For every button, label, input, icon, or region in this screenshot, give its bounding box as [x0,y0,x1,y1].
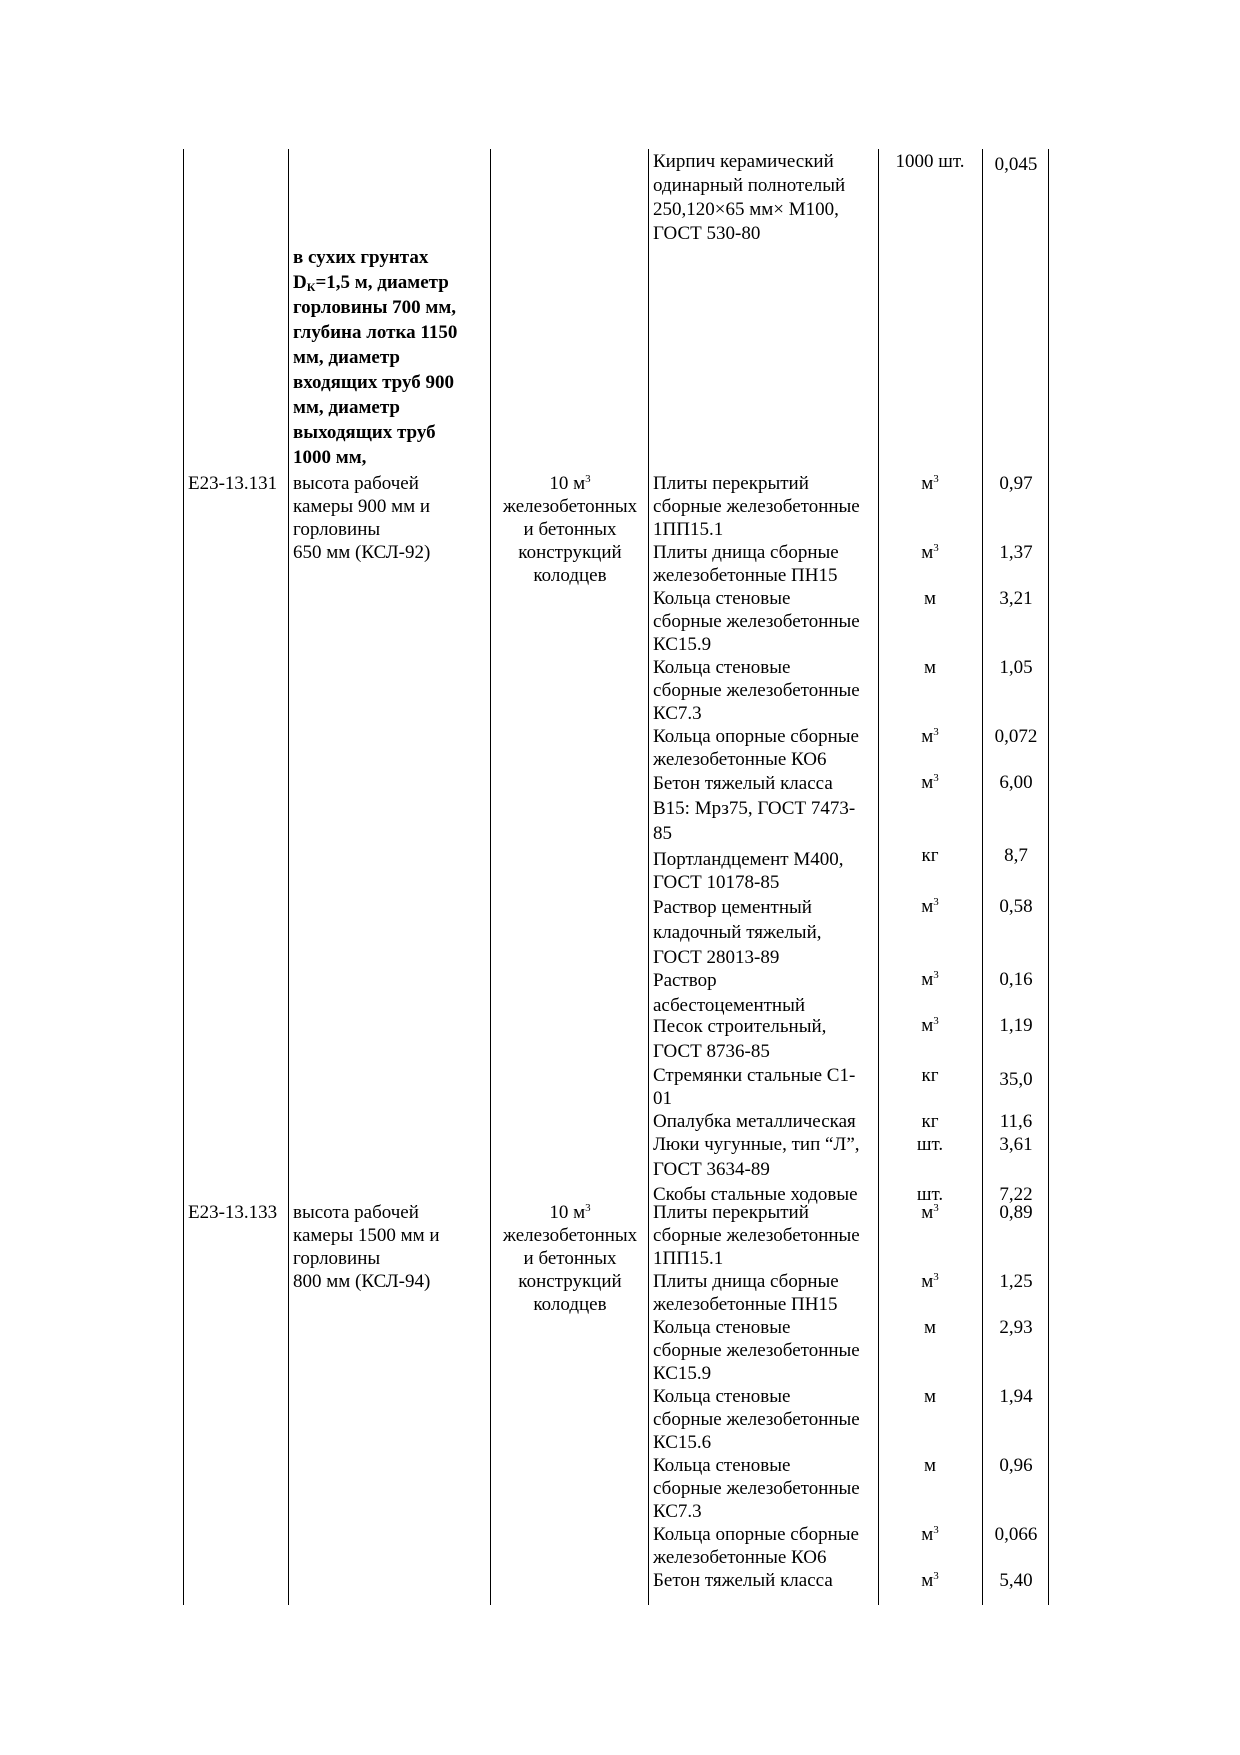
resource-name: Раствор асбестоцементный [653,970,806,1016]
resource-unit: $м^3$ [921,473,939,494]
resource-name: Плиты днища сборные железобетонные ПН15 [653,542,839,586]
resource-name: Кольца стеновые сборные железобетонные КС15.9 [653,588,860,655]
resource-qty: 0,066 [994,1524,1038,1545]
column-border [648,149,649,1605]
entry-description: высота рабочей камеры 900 мм и горловины 650 мм (КСЛ-92) [293,473,431,563]
resource-unit: шт. [916,1134,944,1155]
resource-qty: 1,37 [999,542,1033,563]
resource-qty: 0,58 [999,896,1033,917]
resource-unit: кг [921,1065,939,1086]
resource-qty: 3,61 [999,1134,1033,1155]
resource-unit: м [923,1455,937,1476]
entry-meter: 10 $м^3$ железобетонных и бетонных конструкций колодцев [502,1202,638,1315]
resource-qty: 1,05 [999,657,1033,678]
resource-name: Кольца стеновые сборные железобетонные КС7.3 [653,1455,860,1522]
resource-qty: 0,16 [999,969,1033,990]
resource-name: Кольца опорные сборные железобетонные КО6 [653,726,859,770]
resource-name: Люки чугунные, тип “Л”, ГОСТ 3634-89 [653,1134,860,1180]
resource-unit: $м^3$ [921,896,939,917]
resource-name: Кольца стеновые сборные железобетонные КС15.6 [653,1386,860,1453]
resource-name: Стремянки стальные С1- 01 [653,1065,856,1109]
resource-qty: 1,19 [999,1015,1033,1036]
entry-code: Е23-13.131 [188,473,278,494]
resource-unit: $м^3$ [921,1570,939,1591]
resource-qty: 3,21 [999,588,1033,609]
resource-name: Кольца опорные сборные железобетонные КО6 [653,1524,859,1568]
resource-name: Кольца стеновые сборные железобетонные КС7.3 [653,657,860,724]
resource-unit: $м^3$ [921,1202,939,1223]
resource-name: Плиты днища сборные железобетонные ПН15 [653,1271,839,1315]
column-border [183,149,184,1605]
resource-qty: 0,97 [999,473,1033,494]
resource-qty: 0,96 [999,1455,1033,1476]
entry-code: Е23-13.133 [188,1202,278,1223]
resource-unit: кг [921,1111,939,1132]
resource-unit: шт. [916,1184,944,1205]
resource-unit: $м^3$ [921,1271,939,1292]
resource-name: Опалубка металлическая [653,1111,856,1132]
resource-qty: 8,7 [1004,845,1028,866]
resource-unit: м [923,657,937,678]
resource-unit: $м^3$ [921,772,939,793]
resource-name: Песок строительный, ГОСТ 8736-85 [653,1016,827,1062]
resource-unit: м [923,1386,937,1407]
resource-name: Бетон тяжелый класса [653,1570,833,1591]
group-header: в сухих грунтах $D_К=1,5$ м, диаметр горловины 700 мм, глубина лотка 1150 мм, диаметр входящих труб 900 мм, диаметр выходящих труб 1000 мм, [293,247,458,468]
resource-name: Плиты перекрытий сборные железобетонные 1ПП15.1 [653,1202,860,1269]
resource-qty: 1,94 [999,1386,1033,1407]
resource-qty: 0,045 [994,154,1038,175]
column-border [1048,149,1049,1605]
resource-qty: 6,00 [999,772,1033,793]
resource-qty: 0,89 [999,1202,1033,1223]
resource-unit: м [923,1317,937,1338]
entry-meter: 10 $м^3$ железобетонных и бетонных конструкций колодцев [502,473,638,586]
resource-name: Плиты перекрытий сборные железобетонные 1ПП15.1 [653,473,860,540]
resource-qty: 1,25 [999,1271,1033,1292]
resource-unit: $м^3$ [921,969,939,990]
resource-unit: кг [921,845,939,866]
resource-qty: 11,6 [999,1111,1033,1132]
resource-name: Кирпич керамический одинарный полнотелый 250,120×65 мм× М100, ГОСТ 530-80 [653,151,846,244]
column-border [288,149,289,1605]
resource-unit: $м^3$ [921,726,939,747]
resource-qty: 0,072 [994,726,1038,747]
resource-name: Бетон тяжелый класса В15: Мрз75, ГОСТ 7473- 85 [653,773,856,844]
resource-name: Раствор цементный кладочный тяжелый, ГОСТ 28013-89 [653,897,822,968]
resource-unit: м [923,588,937,609]
resource-unit: $м^3$ [921,542,939,563]
resource-unit: 1000 шт. [895,151,965,172]
resource-qty: 7,22 [999,1184,1033,1205]
entry-description: высота рабочей камеры 1500 мм и горловины 800 мм (КСЛ-94) [293,1202,440,1292]
resource-qty: 5,40 [999,1570,1033,1591]
resource-unit: $м^3$ [921,1015,939,1036]
column-border [490,149,491,1605]
resource-name: Портландцемент М400, ГОСТ 10178-85 [653,849,844,893]
resource-qty: 35,0 [999,1069,1033,1090]
resource-name: Скобы стальные ходовые [653,1184,858,1205]
resource-unit: $м^3$ [921,1524,939,1545]
resource-name: Кольца стеновые сборные железобетонные КС15.9 [653,1317,860,1384]
resource-qty: 2,93 [999,1317,1033,1338]
